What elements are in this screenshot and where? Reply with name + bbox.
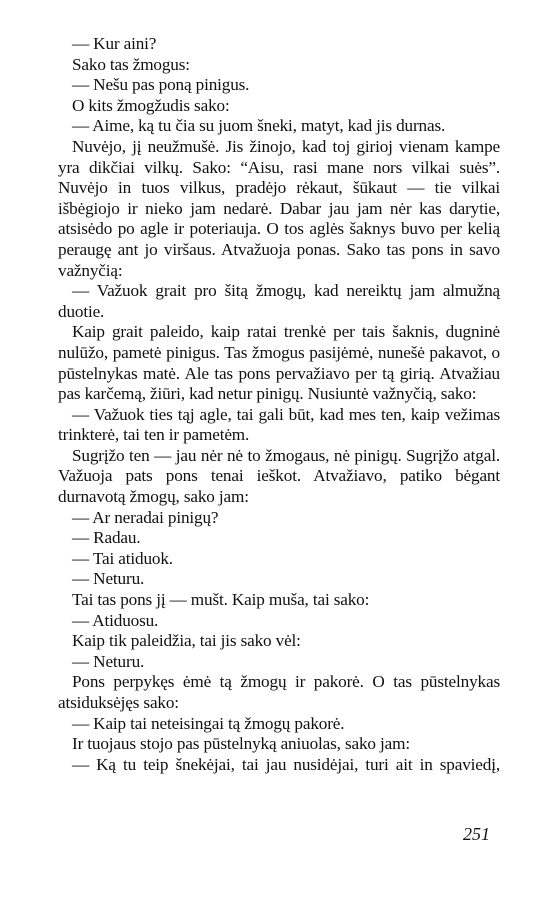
- paragraph: — Ką tu teip šnekėjai, tai jau nusidėjai, turi ait in spaviedį,: [72, 754, 500, 774]
- paragraph: — Neturu.: [72, 569, 145, 589]
- paragraph: — Nešu pas poną pinigus.: [72, 75, 250, 95]
- paragraph: Sako tas žmogus:: [72, 54, 190, 74]
- paragraph: — Tai atiduok.: [72, 548, 173, 568]
- paragraph: — Kur aini?: [72, 34, 157, 53]
- paragraph: Kaip tik paleidžia, tai jis sako vėl:: [72, 631, 301, 651]
- page-text: [58, 34, 500, 775]
- paragraph: Ir tuojaus stojo pas pūstelnyką aniuolas, sako jam:: [72, 734, 410, 754]
- paragraph: — Važuok ties tąj agle, tai gali būt, kad mes ten, kaip vežimas trinkterė, tai ten ir pametėm.: [58, 404, 500, 445]
- paragraph: — Aime, ką tu čia su juom šneki, matyt, kad jis durnas.: [72, 116, 446, 136]
- paragraph: Tai tas pons jį — mušt. Kaip muša, tai sako:: [72, 590, 370, 610]
- paragraph: Kaip grait paleido, kaip ratai trenkė per tais šaknis, dugninė nulūžo, pametė pinigus. Tas žmogus pasijėmė, nunešė pakavot, o pūstelnykas matė. Ale tas pons pervažiavo per tą girią. Atvažiau pas karčemą, žiūri, kad netur pinigų. Nusiuntė važnyčią, sako:: [58, 322, 500, 404]
- paragraph: Pons perpykęs ėmė tą žmogų ir pakorė. O tas pūstelnykas atsiduksėjęs sako:: [58, 672, 500, 712]
- page-number: 251: [463, 824, 490, 844]
- paragraph: — Atiduosu.: [72, 610, 159, 630]
- paragraph: — Ar neradai pinigų?: [72, 507, 219, 527]
- paragraph: — Važuok grait pro šitą žmogų, kad nereiktų jam almužną duotie.: [58, 281, 500, 321]
- paragraph: O kits žmogžudis sako:: [72, 95, 230, 115]
- paragraph: — Neturu.: [72, 651, 145, 671]
- paragraph: — Kaip tai neteisingai tą žmogų pakorė.: [72, 713, 345, 733]
- paragraph: Sugrįžo ten — jau nėr nė to žmogaus, nė pinigų. Sugrįžo atgal. Važuoja pats pons tenai ieškot. Atvažiavo, patiko bėgant durnavotą žmogų, sako jam:: [58, 445, 500, 507]
- paragraph: — Radau.: [72, 528, 141, 548]
- paragraph: Nuvėjo, jį neužmušė. Jis žinojo, kad toj girioj vienam kampe yra dikčiai vilkų. Sako: “Aisu, rasi mane nors vilkai suės”. Nuvėjo in tuos vilkus, pradėjo rėkaut, šūkaut — tie vilkai išbėgiojo ir nieko jam nedarė. Dabar jau jam nėr kas darytie, atsisėdo po agle ir poteriauja. O tos aglės šaknys buvo per kelią peraugę ant jo viršaus. Atvažuoja ponas. Sako tas pons in savo važnyčią:: [58, 136, 500, 280]
